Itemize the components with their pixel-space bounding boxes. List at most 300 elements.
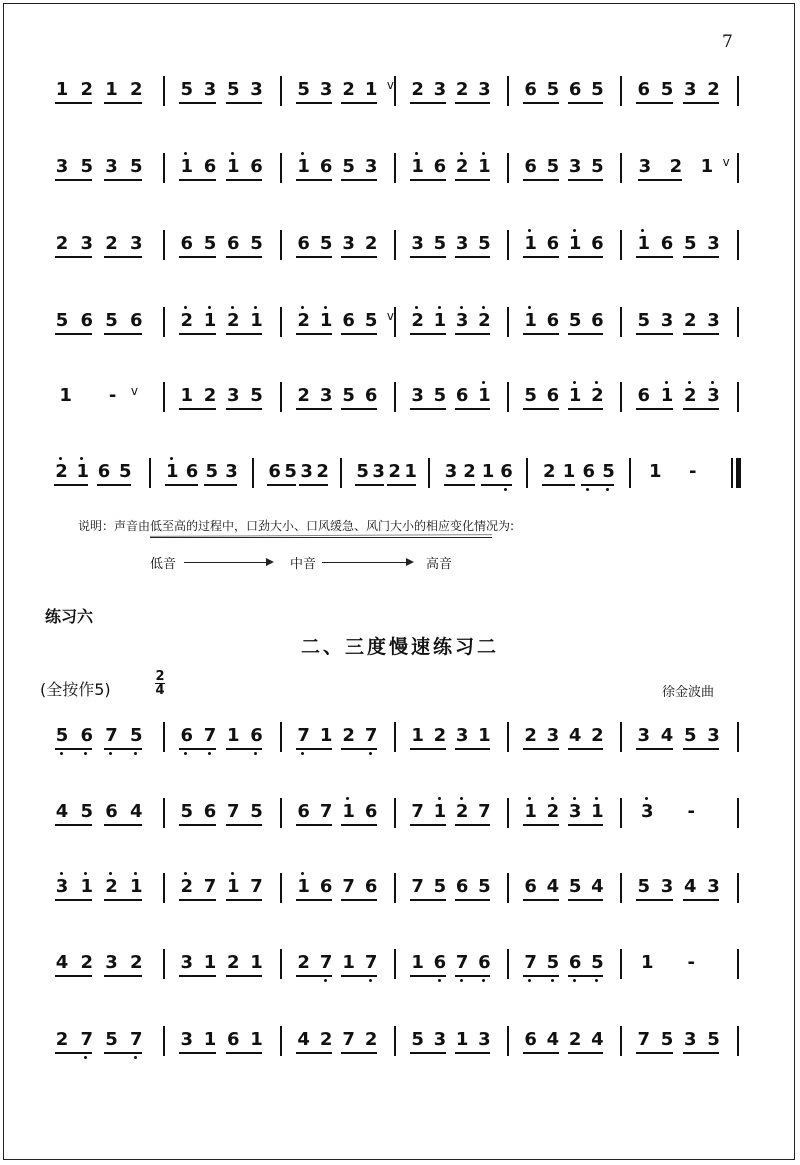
jianpu-note: 6	[433, 156, 447, 177]
jianpu-note: 1	[180, 385, 194, 406]
high-octave-dot	[231, 306, 234, 309]
jianpu-note: 3	[455, 310, 469, 331]
jianpu-note: 2	[542, 461, 556, 482]
jianpu-note: 7	[342, 876, 355, 897]
jianpu-note: 6	[478, 952, 491, 973]
eighth-beam	[179, 102, 215, 104]
jianpu-note: 4	[55, 952, 69, 973]
jianpu-note: 6	[524, 79, 537, 100]
low-octave-dot	[438, 979, 441, 982]
jianpu-note: 5	[319, 233, 333, 254]
jianpu-note: 2	[455, 801, 469, 822]
time-signature-bottom: 4	[155, 683, 165, 698]
jianpu-note: 5	[411, 1029, 424, 1050]
jianpu-note: 5	[118, 461, 132, 482]
barline	[737, 230, 739, 260]
jianpu-note: 2	[129, 79, 143, 100]
eighth-beam	[179, 333, 215, 335]
high-octave-dot	[60, 872, 63, 875]
jianpu-note: 3	[546, 725, 560, 746]
jianpu-note: 6	[250, 725, 263, 746]
barline	[737, 873, 739, 903]
eighth-beam	[55, 824, 93, 826]
jianpu-note: 1	[481, 461, 495, 482]
eighth-beam	[104, 824, 142, 826]
low-octave-dot	[460, 979, 463, 982]
eighth-beam	[296, 102, 332, 104]
eighth-beam	[481, 484, 513, 486]
jianpu-note: 2	[55, 1029, 69, 1050]
eighth-beam	[455, 975, 490, 977]
jianpu-note: 5	[180, 801, 194, 822]
eighth-beam	[341, 179, 377, 181]
range-arrow-1-head	[266, 558, 274, 566]
breath-mark: v	[386, 309, 394, 323]
eighth-beam	[179, 975, 215, 977]
jianpu-note: 3	[225, 461, 238, 482]
jianpu-note: 1	[455, 1029, 469, 1050]
jianpu-note: 2	[455, 156, 469, 177]
barline	[737, 798, 739, 828]
eighth-beam	[296, 256, 332, 258]
barline	[163, 722, 165, 752]
jianpu-note: 2	[129, 952, 143, 973]
eighth-beam	[296, 748, 332, 750]
eighth-beam	[523, 102, 558, 104]
eighth-beam	[410, 975, 445, 977]
eighth-beam	[104, 748, 142, 750]
eighth-beam	[636, 256, 672, 258]
eighth-beam	[636, 1052, 672, 1054]
eighth-beam	[455, 102, 490, 104]
high-octave-dot	[573, 229, 576, 232]
jianpu-note: 5	[180, 79, 194, 100]
jianpu-note: 3	[129, 233, 143, 254]
jianpu-note: 1	[524, 801, 537, 822]
eighth-beam	[455, 408, 490, 410]
jianpu-note: 6	[250, 156, 263, 177]
jianpu-note: 5	[226, 79, 240, 100]
eighth-beam	[523, 1052, 558, 1054]
jianpu-note: 7	[105, 725, 118, 746]
jianpu-note: 2	[568, 1029, 582, 1050]
jianpu-note: 5	[546, 79, 560, 100]
jianpu-note: 1	[404, 461, 417, 482]
jianpu-note: 5	[683, 725, 697, 746]
eighth-beam	[568, 824, 603, 826]
jianpu-note: 3	[105, 952, 118, 973]
dash: -	[689, 461, 697, 482]
jianpu-note: 1	[640, 952, 654, 973]
eighth-beam	[296, 1052, 332, 1054]
jianpu-note: 3	[433, 1029, 447, 1050]
jianpu-note: 4	[297, 1029, 310, 1050]
eighth-beam	[341, 748, 377, 750]
low-octave-dot	[573, 979, 576, 982]
jianpu-note: 6	[180, 725, 194, 746]
jianpu-note: 7	[478, 801, 491, 822]
range-arrow-1	[184, 562, 266, 563]
barline	[280, 382, 282, 412]
jianpu-note: 6	[660, 233, 674, 254]
jianpu-note: 2	[342, 79, 355, 100]
eighth-beam	[455, 1052, 490, 1054]
jianpu-note: 1	[478, 385, 491, 406]
jianpu-note: 5	[250, 801, 263, 822]
barline	[280, 873, 282, 903]
barline	[507, 1026, 509, 1056]
jianpu-note: 7	[203, 725, 217, 746]
jianpu-note: 1	[165, 461, 179, 482]
jianpu-note: 1	[250, 310, 263, 331]
barline	[507, 307, 509, 337]
jianpu-note: 2	[455, 79, 469, 100]
barline	[163, 949, 165, 979]
barline	[620, 949, 622, 979]
barline	[394, 382, 396, 412]
eighth-beam	[636, 102, 672, 104]
jianpu-note: 6	[546, 385, 560, 406]
jianpu-note: 1	[411, 725, 424, 746]
eighth-beam	[179, 256, 215, 258]
high-octave-dot	[438, 306, 441, 309]
page-number: 7	[722, 32, 733, 52]
jianpu-note: 2	[669, 156, 683, 177]
jianpu-note: 1	[297, 876, 310, 897]
breath-mark: v	[386, 78, 394, 92]
jianpu-note: 5	[250, 233, 263, 254]
jianpu-note: 2	[316, 461, 329, 482]
barline	[507, 949, 509, 979]
jianpu-note: 5	[568, 876, 582, 897]
eighth-beam	[683, 1052, 719, 1054]
barline	[507, 230, 509, 260]
jianpu-note: 2	[105, 876, 118, 897]
eighth-beam	[523, 408, 558, 410]
eighth-beam	[568, 408, 603, 410]
eighth-beam	[104, 333, 142, 335]
jianpu-note: 6	[342, 310, 355, 331]
barline	[620, 382, 622, 412]
eighth-beam	[296, 179, 332, 181]
eighth-beam	[523, 899, 558, 901]
barline	[149, 458, 151, 488]
barline	[620, 722, 622, 752]
jianpu-note: 6	[568, 952, 582, 973]
jianpu-note: 3	[660, 876, 674, 897]
jianpu-note: 7	[364, 952, 378, 973]
jianpu-note: 7	[411, 801, 424, 822]
eighth-beam	[341, 824, 377, 826]
eighth-beam	[296, 899, 332, 901]
barline	[394, 798, 396, 828]
jianpu-note: 7	[226, 801, 240, 822]
fingering-note: (全按作5)	[40, 680, 111, 699]
jianpu-note: 1	[250, 1029, 263, 1050]
jianpu-note: 7	[203, 876, 217, 897]
jianpu-note: 2	[683, 310, 697, 331]
range-arrow-2	[322, 562, 406, 563]
jianpu-note: 1	[700, 156, 714, 177]
jianpu-note: 5	[364, 310, 378, 331]
jianpu-note: 2	[55, 461, 68, 482]
jianpu-note: 5	[250, 385, 263, 406]
eighth-beam	[165, 484, 198, 486]
barline	[394, 949, 396, 979]
jianpu-note: 7	[411, 876, 424, 897]
eighth-beam	[410, 179, 445, 181]
eighth-beam	[636, 333, 672, 335]
barline	[280, 949, 282, 979]
barline	[394, 230, 396, 260]
jianpu-note: 7	[250, 876, 263, 897]
eighth-beam	[341, 1052, 377, 1054]
jianpu-note: 6	[364, 801, 378, 822]
high-octave-dot	[688, 381, 691, 384]
jianpu-note: 3	[444, 461, 458, 482]
high-octave-dot	[460, 152, 463, 155]
barline	[737, 307, 739, 337]
eighth-beam	[226, 824, 262, 826]
eighth-beam	[341, 975, 377, 977]
jianpu-note: 1	[76, 461, 89, 482]
eighth-beam	[226, 975, 262, 977]
jianpu-note: 4	[546, 876, 560, 897]
high-octave-dot	[324, 306, 327, 309]
eighth-beam	[455, 899, 490, 901]
barline	[620, 76, 622, 106]
jianpu-note: 2	[319, 1029, 333, 1050]
eighth-beam	[455, 179, 490, 181]
jianpu-note: 7	[129, 1029, 143, 1050]
eighth-beam	[341, 102, 377, 104]
eighth-beam	[636, 899, 672, 901]
jianpu-note: 3	[707, 233, 720, 254]
jianpu-note: 3	[707, 310, 720, 331]
explanation-divider	[150, 537, 492, 538]
jianpu-note: 3	[55, 156, 69, 177]
barline	[280, 76, 282, 106]
barline	[280, 722, 282, 752]
jianpu-note: 5	[478, 876, 491, 897]
eighth-beam	[104, 102, 142, 104]
jianpu-note: 3	[433, 79, 447, 100]
section-label: 练习六	[45, 607, 94, 626]
eighth-beam	[55, 748, 93, 750]
jianpu-note: 5	[284, 461, 297, 482]
eighth-beam	[179, 899, 215, 901]
jianpu-note: 5	[80, 156, 93, 177]
eighth-beam	[410, 102, 445, 104]
jianpu-note: 3	[105, 156, 118, 177]
eighth-beam	[55, 256, 93, 258]
eighth-beam	[54, 484, 88, 486]
barline	[280, 153, 282, 183]
eighth-beam	[683, 408, 719, 410]
eighth-beam	[55, 899, 93, 901]
low-octave-dot	[551, 979, 554, 982]
jianpu-note: 3	[478, 79, 491, 100]
eighth-beam	[581, 484, 614, 486]
range-arrow-2-head	[406, 558, 414, 566]
jianpu-note: 3	[707, 385, 720, 406]
barline	[280, 230, 282, 260]
barline	[280, 307, 282, 337]
explanation-text: 说明：声音由低至高的过程中，口劲大小、口风缓急、风门大小的相应变化情况为:	[78, 519, 515, 533]
barline	[526, 458, 528, 488]
jianpu-note: 5	[297, 79, 310, 100]
eighth-beam	[455, 824, 490, 826]
eighth-beam	[179, 748, 215, 750]
jianpu-note: 7	[637, 1029, 651, 1050]
jianpu-note: 6	[226, 1029, 240, 1050]
barline	[737, 722, 739, 752]
eighth-beam	[226, 899, 262, 901]
jianpu-note: 6	[524, 876, 537, 897]
eighth-beam	[226, 256, 262, 258]
barline	[163, 153, 165, 183]
barline	[163, 798, 165, 828]
section-title: 二、三度慢速练习二	[300, 636, 499, 658]
eighth-beam	[523, 256, 558, 258]
jianpu-note: 6	[524, 156, 537, 177]
jianpu-note: 7	[80, 1029, 93, 1050]
jianpu-note: 2	[180, 876, 194, 897]
jianpu-note: 1	[524, 233, 537, 254]
jianpu-note: 7	[297, 725, 310, 746]
eighth-beam	[341, 408, 377, 410]
eighth-beam	[179, 1052, 215, 1054]
high-octave-dot	[460, 306, 463, 309]
jianpu-note: 6	[226, 233, 240, 254]
jianpu-note: 5	[707, 1029, 720, 1050]
jianpu-note: 6	[591, 310, 604, 331]
barline	[507, 76, 509, 106]
jianpu-note: 3	[319, 385, 333, 406]
jianpu-note: 1	[649, 461, 662, 482]
dash: -	[687, 952, 695, 973]
barline	[507, 722, 509, 752]
range-label-low: 低音	[150, 557, 177, 572]
barline	[163, 382, 165, 412]
eighth-beam	[226, 408, 262, 410]
jianpu-note: 1	[226, 876, 240, 897]
jianpu-note: 7	[455, 952, 469, 973]
jianpu-note: 2	[203, 385, 217, 406]
jianpu-note: 3	[180, 1029, 194, 1050]
jianpu-note: 3	[707, 876, 720, 897]
jianpu-note: 4	[568, 725, 582, 746]
eighth-beam	[55, 102, 93, 104]
jianpu-note: 5	[433, 233, 447, 254]
jianpu-note: 3	[342, 233, 355, 254]
jianpu-note: 2	[463, 461, 476, 482]
eighth-beam	[387, 484, 416, 486]
jianpu-note: 6	[500, 461, 513, 482]
eighth-beam	[296, 408, 332, 410]
jianpu-note: 6	[97, 461, 111, 482]
barline	[394, 307, 396, 337]
jianpu-note: 3	[683, 1029, 697, 1050]
jianpu-note: 3	[55, 876, 69, 897]
jianpu-note: 1	[364, 79, 378, 100]
jianpu-note: 4	[683, 876, 697, 897]
jianpu-note: 5	[342, 385, 355, 406]
jianpu-note: 6	[637, 79, 651, 100]
eighth-beam	[568, 333, 603, 335]
jianpu-note: 5	[342, 156, 355, 177]
eighth-beam	[341, 256, 377, 258]
low-octave-dot	[324, 979, 327, 982]
jianpu-note: 4	[591, 1029, 604, 1050]
jianpu-note: 3	[372, 461, 385, 482]
jianpu-note: 5	[433, 876, 447, 897]
jianpu-note: 6	[455, 385, 469, 406]
eighth-beam	[267, 484, 296, 486]
jianpu-note: 1	[433, 801, 447, 822]
eighth-beam	[296, 824, 332, 826]
jianpu-note: 2	[55, 233, 69, 254]
jianpu-note: 5	[478, 233, 491, 254]
jianpu-note: 2	[364, 1029, 378, 1050]
eighth-beam	[296, 333, 332, 335]
jianpu-note: 5	[205, 461, 218, 482]
jianpu-note: 2	[180, 310, 194, 331]
jianpu-note: 1	[568, 385, 582, 406]
jianpu-note: 6	[268, 461, 281, 482]
eighth-beam	[410, 256, 445, 258]
eighth-beam	[638, 179, 682, 181]
jianpu-note: 6	[129, 310, 143, 331]
jianpu-note: 2	[364, 233, 378, 254]
jianpu-note: 2	[433, 725, 447, 746]
eighth-beam	[97, 484, 131, 486]
eighth-beam	[299, 484, 328, 486]
jianpu-note: 2	[707, 79, 720, 100]
eighth-beam	[568, 899, 603, 901]
eighth-beam	[226, 102, 262, 104]
eighth-beam	[683, 102, 719, 104]
jianpu-note: 7	[524, 952, 537, 973]
eighth-beam	[410, 1052, 445, 1054]
jianpu-note: 1	[411, 952, 424, 973]
jianpu-note: 1	[319, 310, 333, 331]
eighth-beam	[683, 256, 719, 258]
barline	[394, 1026, 396, 1056]
barline	[737, 76, 739, 106]
jianpu-note: 5	[105, 310, 118, 331]
eighth-beam	[568, 975, 603, 977]
eighth-beam	[523, 179, 558, 181]
jianpu-note: 6	[568, 79, 582, 100]
jianpu-note: 3	[707, 725, 720, 746]
jianpu-note: 2	[411, 310, 424, 331]
eighth-beam	[455, 748, 490, 750]
jianpu-note: 1	[59, 385, 72, 406]
barline	[163, 873, 165, 903]
jianpu-note: 2	[683, 385, 697, 406]
jianpu-note: 2	[105, 233, 118, 254]
high-octave-dot	[460, 797, 463, 800]
barline	[507, 798, 509, 828]
jianpu-note: 6	[80, 310, 93, 331]
eighth-beam	[636, 748, 672, 750]
eighth-beam	[636, 408, 672, 410]
time-signature	[153, 670, 167, 697]
eighth-beam	[355, 484, 384, 486]
jianpu-note: 4	[546, 1029, 560, 1050]
jianpu-note: 2	[297, 385, 310, 406]
